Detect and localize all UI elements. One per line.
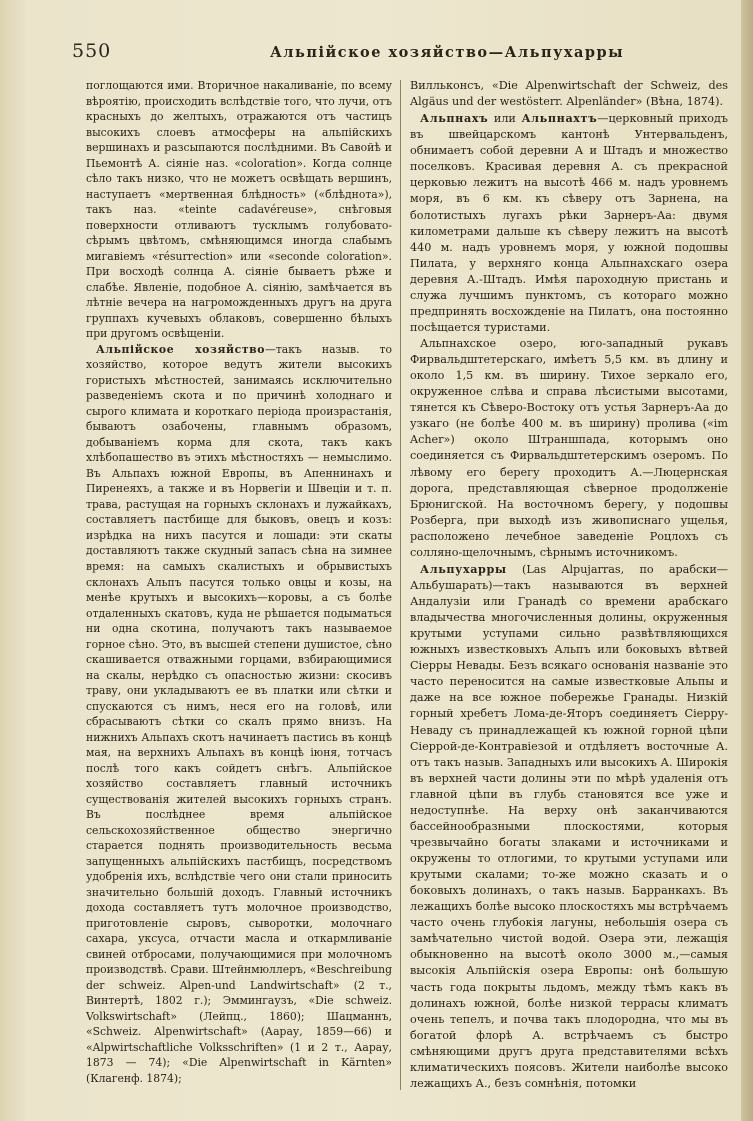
paragraph-text: Вилльконсъ, «Die Alpenwirtschaft der Schweiz, des Algäus und der westösterr. Alpenländer» (Вѣна, 1874). bbox=[410, 79, 728, 109]
article-paragraph bbox=[86, 78, 392, 342]
entry-text: (Las Alpujarras, по арабски—Альбушарать)—такъ называются въ верхней Андалузіи или Гранадѣ со времени арабскаго владычества многочисленныя долины, окруженныя крутыми уступами сильно развѣтвляющихся южныхъ известковыхъ Альпъ или боковыхъ вѣтвей Сіерры Невады. Безъ всякаго основанія названіе это часто переносится на самые известковые Альпы и даже на все южное побережье Гранады. Низкій горный хребетъ Лома-де-Яторъ соединяетъ Сіерру-Неваду съ принадлежащей къ южной горной цѣпи Сіеррой-де-Контравіезой и отдѣляетъ восточные А. отъ такъ назыв. Западныхъ или высокихъ А. Широкія въ верхней части долины эти по мѣрѣ удаленія отъ главной цѣпи въ глубь становятся все уже и недоступнѣе. На верху онѣ заканчиваются бассейнообразными плоскостями, которыя чрезвычайно богаты злаками и источниками и окружены то отлогими, то крутыми уступами или крутыми скалами; то-же можно сказать и о боковыхъ долинахъ, о такъ назыв. Барранкахъ. Въ лежащихъ болѣе высоко плоскостяхъ мы встрѣчаемъ часто очень глубокія лагуны, небольшія озера съ замѣчательно чистой водой. Озера эти, лежащія обыкновенно на высотѣ около 3000 м.,—самыя высокія Альпійскія озера Европы: онѣ большую часть года покрыты льдомъ, между тѣмъ какъ въ долинахъ южной, болѣе низкой террасы климатъ очень тепелъ, и почва такъ плодородна, что мы въ богатой флорѣ А. встрѣчаемъ съ быстро смѣняющими другъ друга представителями всѣхъ климатическихъ поясовъ. Жители наиболѣе высоко лежащихъ А., безъ сомнѣнія, потомки bbox=[410, 562, 728, 1090]
entry-connector: или bbox=[488, 112, 522, 126]
page-edge bbox=[741, 0, 753, 1121]
entry-text: —такъ назыв. то хозяйство, которое ведутъ жители высокихъ гористыхъ мѣстностей, занимаясь исключительно разведеніемъ скота и по причинѣ холоднаго и сырого климата и короткаго періода произрастанія, бываютъ озабочены, главнымъ образомъ, добываніемъ корма для скота, такъ какъ хлѣбопашество въ этихъ мѣстностяхъ — немыслимо. Въ Альпахъ южной Европы, въ Апеннинахъ и Пиренеяхъ, а также и въ Норвегіи и Швеціи и т. п. трава, растущая на горныхъ склонахъ и лужайкахъ, составляетъ пастбище для быковъ, овецъ и козъ: изрѣдка на нихъ пасутся и лошади: эти скаты доставляютъ также скудный запасъ сѣна на зимнее время: на самыхъ скалистыхъ и обрывистыхъ склонахъ Альпъ пасутся только овцы и козы, на менѣе крутыхъ и высокихъ—коровы, а съ болѣе отдаленныхъ скатовъ, куда не рѣшается подыматься ни одна скотина, получаютъ такъ называемое горное сѣно. Это, въ высшей степени душистое, сѣно скашивается отважными горцами, взбирающимися на скалы, нерѣдко съ опасностью жизни: скосивъ траву, они укладываютъ ее въ платки или сѣтки и спускаются съ нимъ, неся его на головѣ, или сбрасываютъ сѣтки со скалъ прямо внизъ. На нижнихъ Альпахъ скотъ начинаетъ пастись въ концѣ мая, на верхнихъ Альпахъ въ концѣ іюня, тотчасъ послѣ того какъ сойдетъ снѣгъ. Альпійское хозяйство составляетъ главный источникъ существованія жителей высокихъ горныхъ странъ. Въ послѣднее время альпійское сельскохозяйственное общество энергично старается поднять производительность весьма запущенныхъ альпійскихъ пастбищъ, посредствомъ удобренія ихъ, вслѣдствіе чего они стали приносить значительно большій доходъ. Главный источникъ дохода составляетъ тутъ молочное производство, приготовленіе сыровъ, сыворотки, молочнаго сахара, уксуса, отчасти масла и откармливаніе свиней отбросами, получающимися при молочномъ производствѣ. Срави. Штейнмюллеръ, «Beschreibung der schweiz. Alpen-und Landwirtschaft» (2 т., Винтертѣ, 1802 г.); Эммингаузъ, «Die schweiz. Volkswirtschaft» (Лейпц., 1860); Шацманнъ, «Schweiz. Alpenwirtschaft» (Аарау, 1859—66) и «Alpwirtschaftliche Volksschriften» (1 и 2 т., Аарау, 1873 — 74); «Die Alpenwirtschaft in Kärnten» (Клагенф. 1874); bbox=[86, 342, 392, 1085]
running-title: Альпійское хозяйство—Альпухарры bbox=[270, 44, 625, 61]
left-column bbox=[86, 78, 392, 1087]
entry-text: —церковный приходъ въ швейцарскомъ кантонѣ Унтервальденъ, обнимаетъ собой деревни А и Штадъ и множество поселковъ. Красивая деревня А. съ прекрасной церковью лежитъ на высотѣ 466 м. надъ уровнемъ моря, въ 6 км. къ сѣверу отъ Зарнена, на болотистыхъ лугахъ рѣки Зарнеръ-Аа: двумя километрами дальше къ сѣверу лежитъ на высотѣ 440 м. надъ уровнемъ моря, у южной подошвы Пилата, у верхняго конца Альпнахскаго озера деревня А.-Штадъ. Имѣя пароходную пристань и служа лучшимъ пунктомъ, съ котораго можно предпринять восхожденіе на Пилатъ, она постоянно посѣщается туристами. bbox=[410, 112, 728, 334]
column-divider bbox=[400, 80, 401, 1090]
page-header bbox=[72, 40, 732, 66]
right-column bbox=[410, 78, 728, 1092]
article-entry bbox=[410, 110, 728, 336]
entry-headword: Альпійское хозяйство bbox=[96, 342, 266, 356]
entry-headword: Альпнахъ bbox=[420, 111, 489, 126]
entry-headword-variant: Альпнахтъ bbox=[521, 111, 598, 126]
article-entry bbox=[86, 342, 392, 1087]
article-paragraph bbox=[410, 336, 728, 561]
article-entry bbox=[410, 561, 728, 1092]
article-paragraph bbox=[410, 78, 728, 110]
page-number: 550 bbox=[72, 40, 112, 62]
paragraph-text: поглощаются ими. Вторичное накаливаніе, по всему вѣроятію, происходить вслѣдствіе того, что лучи, отъ красныхъ до желтыхъ, отражаются отъ частицъ высокихъ слоевъ атмосферы на альпійскихъ вершинахъ и разсыпаются послѣдними. Въ Савойѣ и Пьемонтѣ А. сіяніе наз. «coloration». Когда солнце сѣло такъ низко, что не можетъ освѣщать вершинъ, наступаетъ «мертвенная блѣдность» («блѣднота»), такъ наз. «teinte cadavéreuse», снѣговыя поверхности отливаютъ тусклымъ голубовато-сѣрымъ цвѣтомъ, смѣняющимся иногда слабымъ мигавіемъ «résurrection» или «seconde coloration». При восходѣ солнца А. сіяніе бываетъ рѣже и слабѣе. Явленіе, подобное А. сіянію, замѣчается въ лѣтніе вечера на нагроможденныхъ другъ на друга группахъ кучевыхъ облаковъ, совершенно бѣлыхъ при другомъ освѣщеніи. bbox=[86, 79, 392, 341]
entry-headword: Альпухарры bbox=[420, 561, 507, 576]
paragraph-text: Альпнахское озеро, юго-западный рукавъ Фирвальдштетерскаго, имѣетъ 5,5 км. въ длину и около 1,5 км. въ ширину. Тихое зеркало его, окруженное слѣва и справа лѣсистыми высотами, тянется къ Сѣверо-Востоку отъ устья Зарнеръ-Аа до узкаго (не болѣе 400 м. въ ширину) пролива («im Acher») около Штраншпада, которымъ оно соединяется съ Фирвальдштетерскимъ озеромъ. По лѣвому его берегу проходитъ А.—Люцернская дорога, представляющая сѣверное продолженіе Брюнигской. На восточномъ берегу, у подошвы Розберга, при выходѣ изъ живописнаго ущелья, расположено лечебное заведеніе Роцлохъ съ солляно-щелочнымъ, сѣрнымъ источникомъ. bbox=[410, 337, 728, 559]
